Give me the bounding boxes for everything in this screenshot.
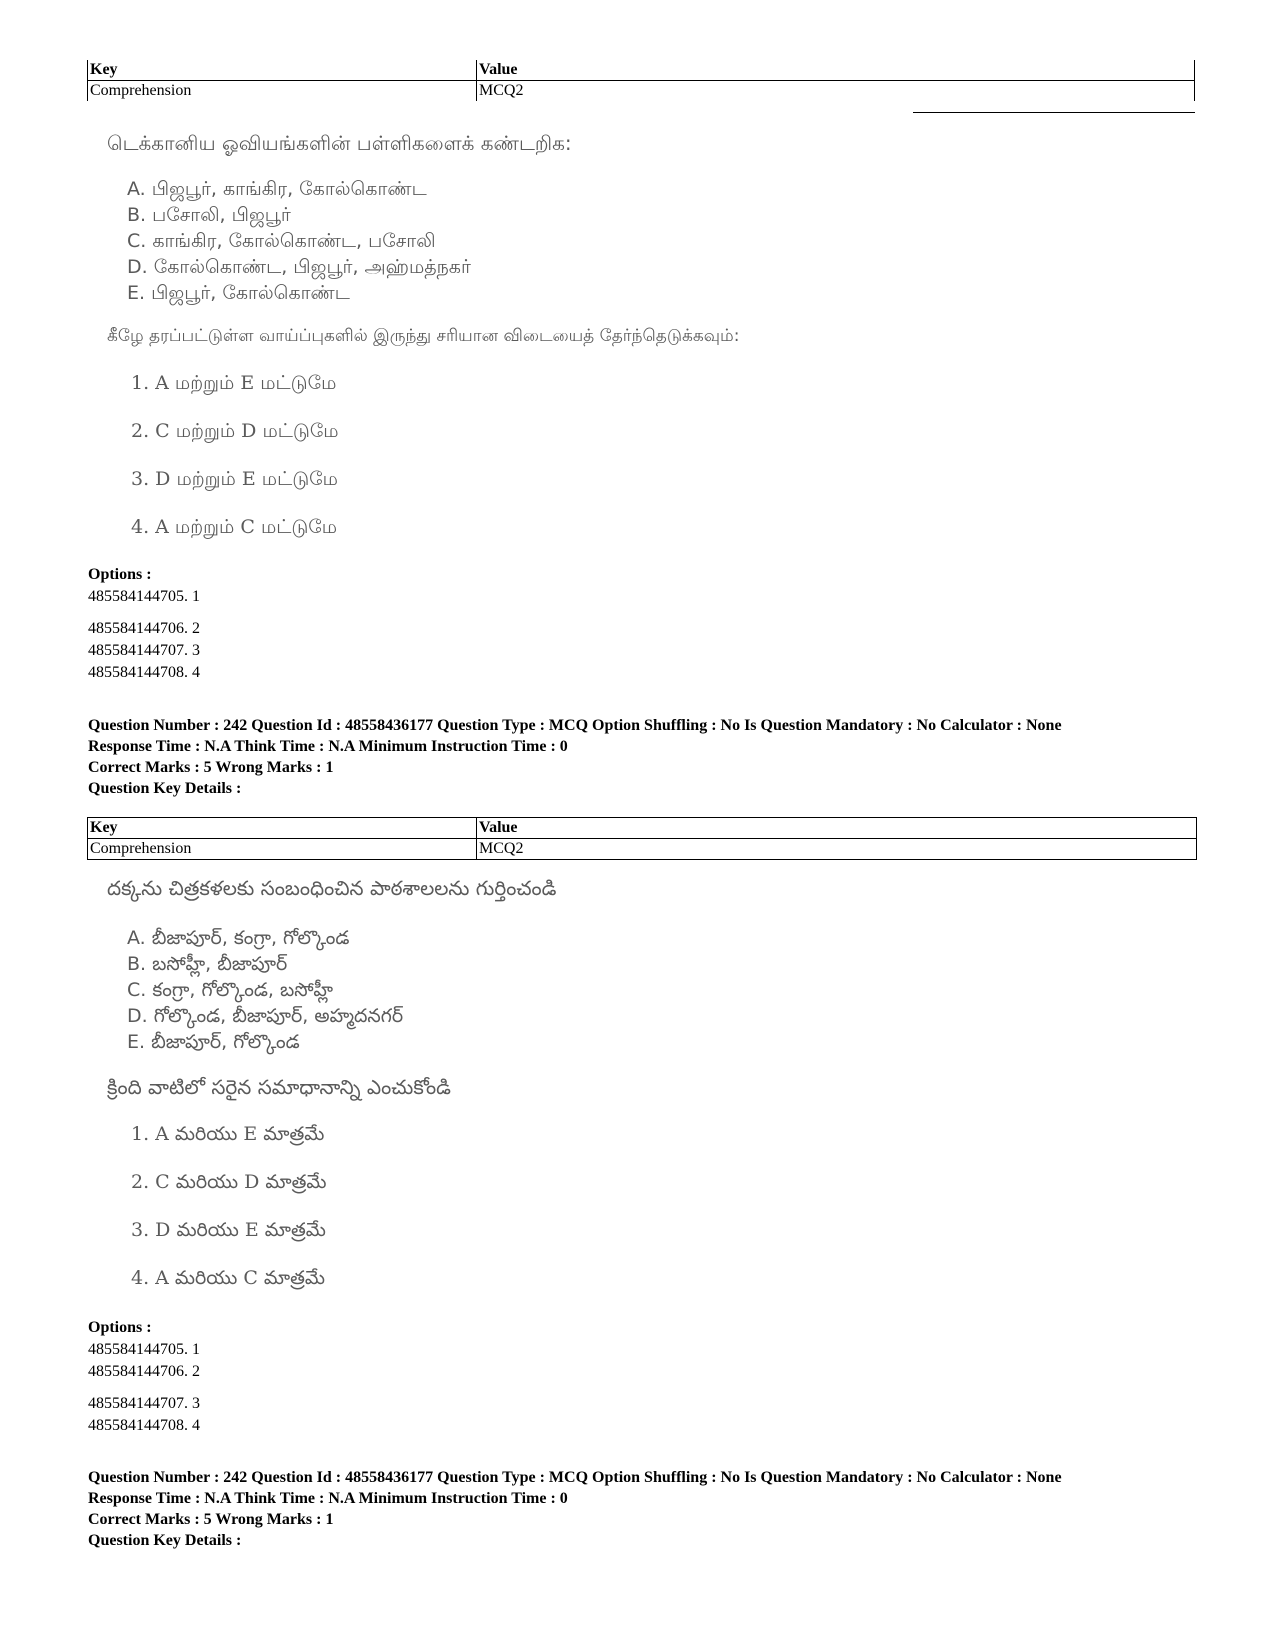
choice-1: 1. A మరియు E మాత్రమే	[131, 1123, 325, 1145]
choice-3: 3. D மற்றும் E மட்டுமே	[131, 468, 338, 490]
value-header: Value	[477, 818, 1197, 839]
key-value-table	[87, 60, 1195, 101]
instruction: క్రింది వాటిలో సరైన సమాధానాన్ని ఎంచుకోండి	[107, 1075, 451, 1099]
choice-2: 2. C மற்றும் D மட்டுமே	[131, 420, 339, 442]
option-item: 485584144706. 2	[88, 1363, 200, 1380]
statement-a: A. பிஜபூர், காங்கிர, கோல்கொண்ட	[127, 178, 427, 200]
statement-b: B. பசோலி, பிஜபூர்	[127, 204, 291, 226]
choice-2: 2. C మరియు D మాత్రమే	[131, 1171, 327, 1193]
key-header: Key	[88, 60, 477, 81]
statement-c: C. కంగ్రా, గోల్కొండ, బసోహ్లీ	[127, 979, 334, 1001]
table-header-row	[88, 818, 1197, 839]
options-label: Options :	[88, 1319, 152, 1336]
marks: Correct Marks : 5 Wrong Marks : 1	[88, 1511, 334, 1528]
option-item: 485584144706. 2	[88, 620, 200, 637]
key-cell: Comprehension	[88, 81, 477, 102]
instruction: கீழே தரப்பட்டுள்ள வாய்ப்புகளில் இருந்து சரியான விடையைத் தேர்ந்தெடுக்கவும்:	[107, 326, 740, 346]
table-header-row	[88, 60, 1195, 81]
choice-1: 1. A மற்றும் E மட்டுமே	[131, 372, 337, 394]
value-cell: MCQ2	[477, 839, 1197, 860]
choice-3: 3. D మరియు E మాత్రమే	[131, 1219, 326, 1241]
key-details-label: Question Key Details :	[88, 1532, 242, 1549]
statement-a: A. బీజాపూర్, కంగ్రా, గోల్కొండ	[127, 927, 350, 949]
statement-b: B. బసోహ్లీ, బీజాపూర్	[127, 953, 288, 975]
choice-4: 4. A మరియు C మాత్రమే	[131, 1267, 326, 1289]
statement-e: E. பிஜபூர், கோல்கொண்ட	[127, 282, 350, 304]
value-cell: MCQ2	[477, 81, 1195, 102]
question-stem: டெக்கானிய ஓவியங்களின் பள்ளிகளைக் கண்டறிக:	[107, 131, 572, 155]
key-cell: Comprehension	[88, 839, 477, 860]
option-item: 485584144705. 1	[88, 588, 200, 605]
marks: Correct Marks : 5 Wrong Marks : 1	[88, 759, 334, 776]
divider	[913, 112, 1195, 113]
question-meta: Question Number : 242 Question Id : 48558436177 Question Type : MCQ Option Shuffling : No Is Question Mandatory : No Calculator : None	[88, 1469, 1062, 1486]
table-row	[88, 839, 1197, 860]
choice-4: 4. A மற்றும் C மட்டுமே	[131, 516, 338, 538]
question-stem: దక్కను చిత్రకళలకు సంబంధించిన పాఠశాలలను గుర్తించండి	[107, 876, 557, 900]
option-item: 485584144707. 3	[88, 642, 200, 659]
statement-e: E. బీజాపూర్, గోల్కొండ	[127, 1031, 300, 1053]
table-row	[88, 81, 1195, 102]
option-item: 485584144708. 4	[88, 1417, 200, 1434]
option-item: 485584144708. 4	[88, 664, 200, 681]
key-header: Key	[88, 818, 477, 839]
key-value-table	[87, 817, 1197, 860]
statement-c: C. காங்கிர, கோல்கொண்ட, பசோலி	[127, 230, 436, 252]
response-time: Response Time : N.A Think Time : N.A Minimum Instruction Time : 0	[88, 1490, 568, 1507]
value-header: Value	[477, 60, 1195, 81]
key-details-label: Question Key Details :	[88, 780, 242, 797]
statement-d: D. கோல்கொண்ட, பிஜபூர், அஹ்மத்நகர்	[127, 256, 471, 278]
statement-d: D. గోల్కొండ, బీజాపూర్, అహ్మదనగర్	[127, 1005, 404, 1027]
option-item: 485584144707. 3	[88, 1395, 200, 1412]
question-meta: Question Number : 242 Question Id : 48558436177 Question Type : MCQ Option Shuffling : No Is Question Mandatory : No Calculator : None	[88, 717, 1062, 734]
options-label: Options :	[88, 566, 152, 583]
response-time: Response Time : N.A Think Time : N.A Minimum Instruction Time : 0	[88, 738, 568, 755]
option-item: 485584144705. 1	[88, 1341, 200, 1358]
